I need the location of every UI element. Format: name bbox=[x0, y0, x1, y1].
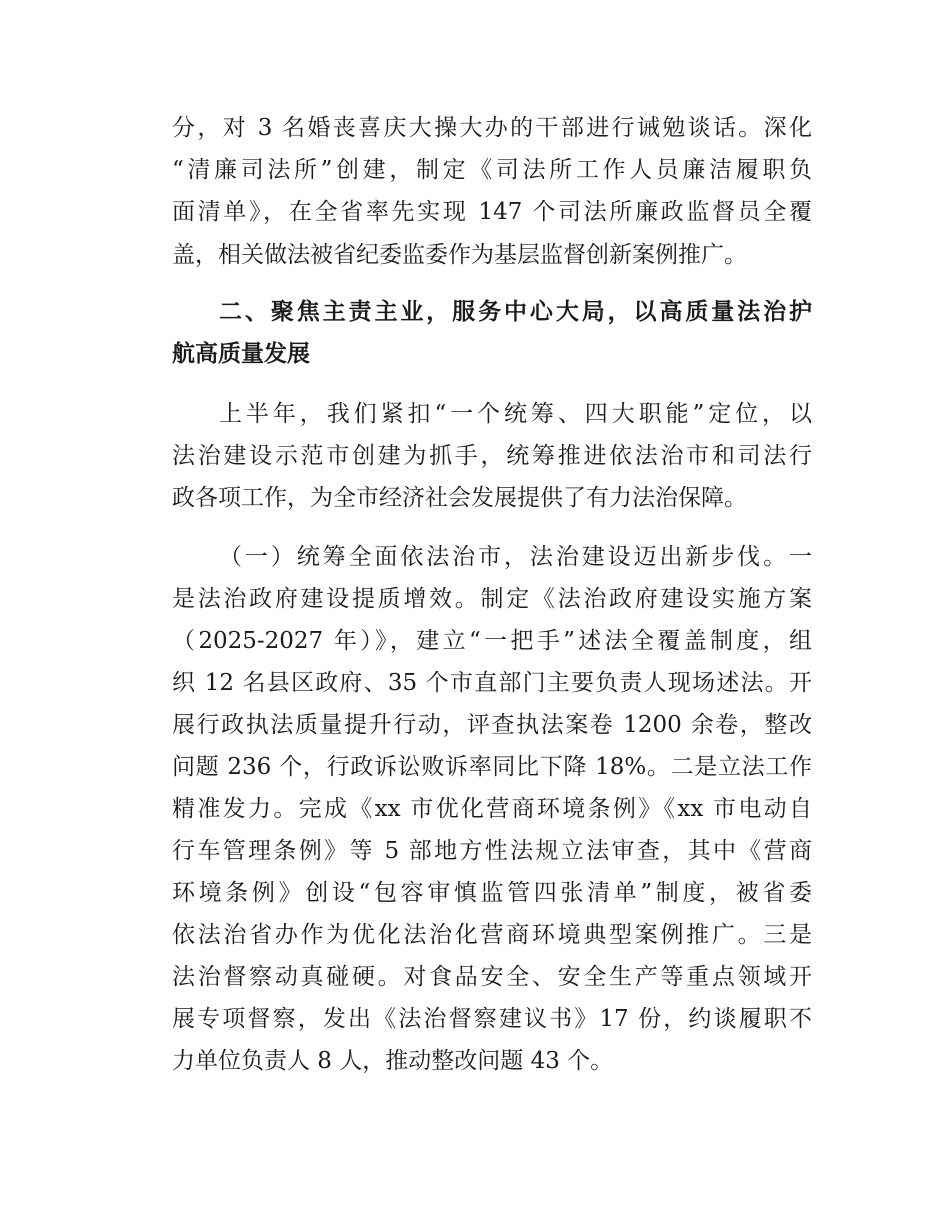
section-heading: 航高质量发展 bbox=[172, 341, 310, 367]
paragraph-line: 环境条例》创设“包容审慎监管四张清单”制度，被省委 bbox=[172, 880, 812, 906]
paragraph-line: 依法治省办作为优化法治化营商环境典型案例推广。三是 bbox=[172, 922, 812, 948]
paragraph-line: 问题 236 个，行政诉讼败诉率同比下降 18%。二是立法工作 bbox=[172, 754, 812, 780]
paragraph-line: 织 12 名县区政府、35 个市直部门主要负责人现场述法。开 bbox=[172, 670, 812, 696]
paragraph-line: 精准发力。完成《xx 市优化营商环境条例》《xx 市电动自 bbox=[172, 796, 812, 822]
paragraph-line: （2025-2027 年）》，建立“一把手”述法全覆盖制度，组 bbox=[172, 628, 812, 654]
paragraph-line: 政各项工作，为全市经济社会发展提供了有力法治保障。 bbox=[172, 485, 747, 511]
paragraph-line: 盖，相关做法被省纪委监委作为基层监督创新案例推广。 bbox=[172, 242, 747, 268]
section-heading: 二、聚焦主责主业，服务中心大局，以高质量法治护 bbox=[219, 299, 812, 325]
subsection-lead: （一）统筹全面依法治市，法治建设迈出新步伐。一 bbox=[219, 544, 812, 570]
paragraph-line: 法治建设示范市创建为抓手，统筹推进依法治市和司法行 bbox=[172, 443, 812, 469]
paragraph-line: 力单位负责人 8 人，推动整改问题 43 个。 bbox=[172, 1048, 614, 1074]
paragraph-line: 法治督察动真碰硬。对食品安全、安全生产等重点领域开 bbox=[172, 964, 812, 990]
paragraph-line: 面清单》，在全省率先实现 147 个司法所廉政监督员全覆 bbox=[172, 199, 812, 225]
paragraph-line: 行车管理条例》等 5 部地方性法规立法审查，其中《营商 bbox=[172, 838, 812, 864]
paragraph-line: 展行政执法质量提升行动，评查执法案卷 1200 余卷，整改 bbox=[172, 712, 812, 738]
paragraph-line: 是法治政府建设提质增效。制定《法治政府建设实施方案 bbox=[172, 586, 812, 612]
paragraph-line: “清廉司法所”创建，制定《司法所工作人员廉洁履职负 bbox=[172, 157, 812, 183]
paragraph-line: 分，对 3 名婚丧喜庆大操大办的干部进行诫勉谈话。深化 bbox=[172, 115, 812, 141]
paragraph-line: 展专项督察，发出《法治督察建议书》17 份，约谈履职不 bbox=[172, 1006, 812, 1032]
paragraph-line: 上半年，我们紧扣“一个统筹、四大职能”定位，以 bbox=[219, 401, 812, 427]
